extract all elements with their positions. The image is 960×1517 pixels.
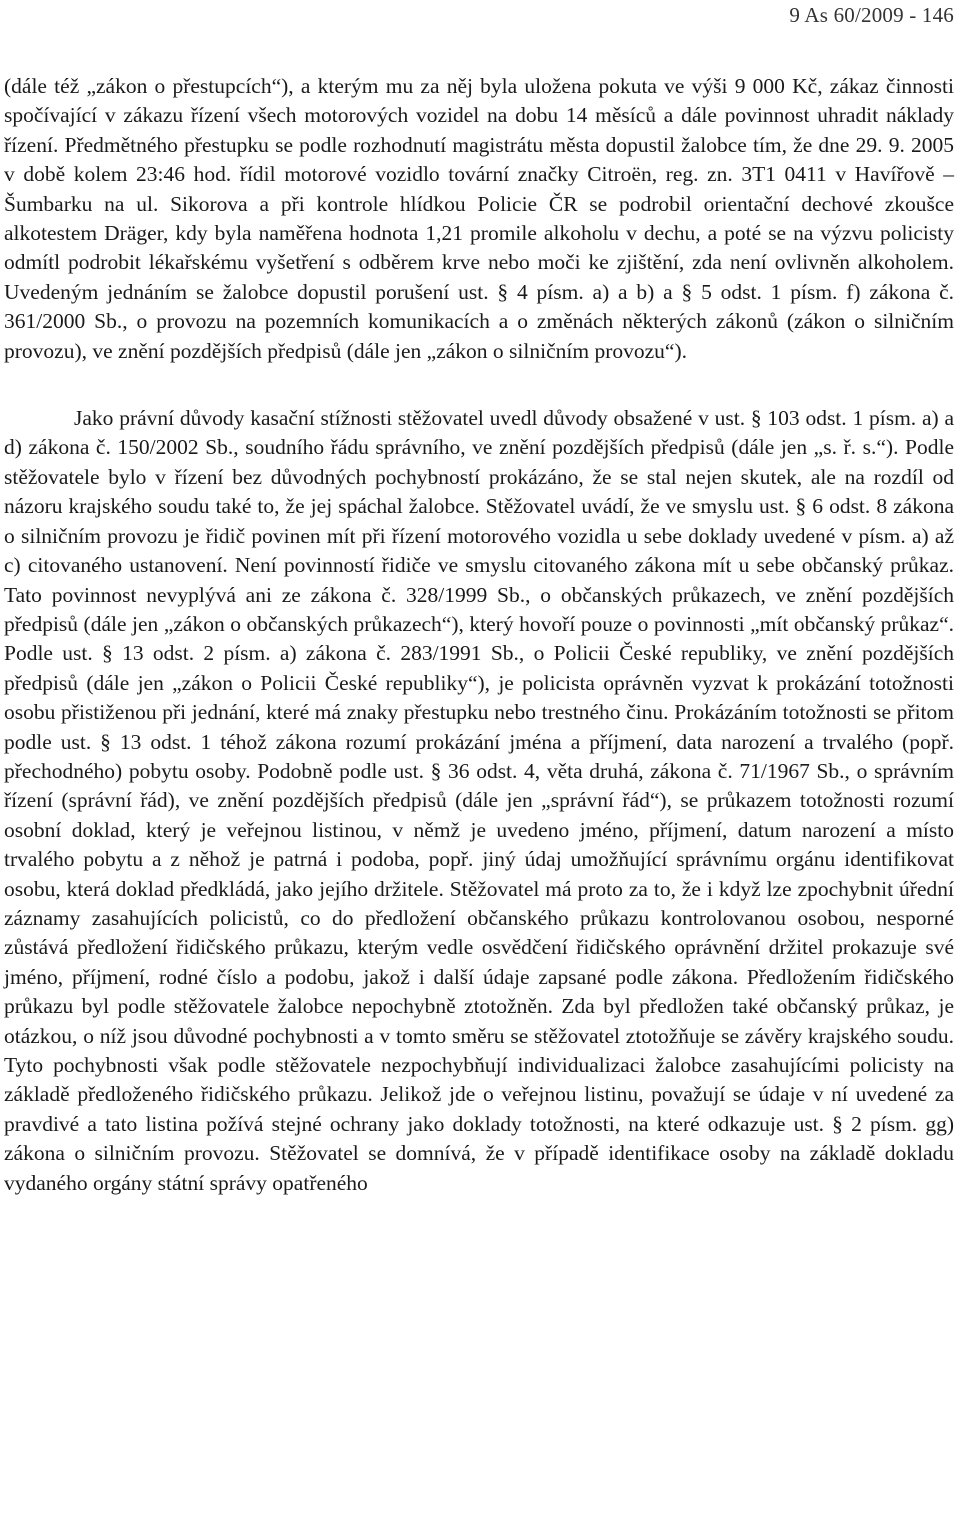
paragraph-2: Jako právní důvody kasační stížnosti stěžovatel uvedl důvody obsažené v ust. § 103 odst. 1 písm. a) a d) zákona č. 150/2002 Sb., soudního řádu správního, ve znění pozdějších předpisů (dále jen „s. ř. s.“). Podle stěžovatele bylo v řízení bez důvodných pochybností prokázáno, že se stal nejen skutek, ale na rozdíl od názoru krajského soudu také to, že jej spáchal žalobce. Stěžovatel uvádí, že ve smyslu ust. § 6 odst. 8 zákona o silničním provozu je řidič povinen mít při řízení motorového vozidla u sebe doklady uvedené v písm. a) až c) citovaného ustanovení. Není povinností řidiče ve smyslu citovaného zákona mít u sebe občanský průkaz. Tato povinnost nevyplývá ani ze zákona č. 328/1999 Sb., o občanských průkazech, ve znění pozdějších předpisů (dále jen „zákon o občanských průkazech“), který hovoří pouze o povinnosti „mít občanský průkaz“. Podle ust. § 13 odst. 2 písm. a) zákona č. 283/1991 Sb., o Policii České republiky, ve znění pozdějších předpisů (dále jen „zákon o Policii České republiky“), je policista oprávněn vyzvat k prokázání totožnosti osobu přistiženou při jednání, které má znaky přestupku nebo trestného činu. Prokázáním totožnosti se přitom podle ust. § 13 odst. 1 téhož zákona rozumí prokázání jména a příjmení, data narození a trvalého (popř. přechodného) pobytu osoby. Podobně podle ust. § 36 odst. 4, věta druhá, zákona č. 71/1967 Sb., o správním řízení (správní řád), ve znění pozdějších předpisů (dále jen „správní řád“), se průkazem totožnosti rozumí osobní doklad, který je veřejnou listinou, v němž je uvedeno jméno, příjmení, datum narození a místo trvalého pobytu a z něhož je patrná i podoba, popř. jiný údaj umožňující správnímu orgánu identifikovat osobu, která doklad předkládá, jako jejího držitele. Stěžovatel má proto za to, že i když lze zpochybnit úřední záznamy zasahujících policistů, co do předložení občanského průkazu kontrolovanou osobou, nesporné zůstává předložení řidičského průkazu, kterým vedle osvědčení řidičského oprávnění držitel prokazuje své jméno, příjmení, rodné číslo a podobu, jakož i další údaje zapsané podle zákona. Předložením řidičského průkazu byl podle stěžovatele žalobce nepochybně ztotožněn. Zda byl předložen také občanský průkaz, je otázkou, o níž jsou důvodné pochybnosti a v tomto směru se stěžovatel ztotožňuje se závěry krajského soudu. Tyto pochybnosti však podle stěžovatele nezpochybňují individualizaci žalobce zasahujícími policisty na základě předloženého řidičského průkazu. Jelikož jde o veřejnou listinu, považují se údaje v ní uvedené za pravdivé a tato listina požívá stejné ochrany jako doklady totožnosti, na které odkazuje ust. § 2 písm. gg) zákona o silničním provozu. Stěžovatel se domnívá, že v případě identifikace osoby na základě dokladu vydaného orgány státní správy opatřeného (4, 406, 954, 1195)
document-body (4, 72, 954, 1198)
case-reference-header: 9 As 60/2009 - 146 (789, 3, 954, 27)
paragraph-1: (dále též „zákon o přestupcích“), a kterým mu za něj byla uložena pokuta ve výši 9 000 Kč, zákaz činnosti spočívající v zákazu řízení všech motorových vozidel na dobu 14 měsíců a dále povinnost uhradit náklady řízení. Předmětného přestupku se podle rozhodnutí magistrátu města dopustil žalobce tím, že dne 29. 9. 2005 v době kolem 23:46 hod. řídil motorové vozidlo tovární značky Citroën, reg. zn. 3T1 0411 v Havířově – Šumbarku na ul. Sikorova a při kontrole hlídkou Policie ČR se podrobil orientační dechové zkoušce alkotestem Dräger, kdy byla naměřena hodnota 1,21 promile alkoholu v dechu, a poté se na výzvu policisty odmítl podrobit lékařskému vyšetření s odběrem krve nebo moči ke zjištění, zda není ovlivněn alkoholem. Uvedeným jednáním se žalobce dopustil porušení ust. § 4 písm. a) a b) a § 5 odst. 1 písm. f) zákona č. 361/2000 Sb., o provozu na pozemních komunikacích a o změnách některých zákonů (zákon o silničním provozu), ve znění pozdějších předpisů (dále jen „zákon o silničním provozu“). (4, 74, 954, 363)
